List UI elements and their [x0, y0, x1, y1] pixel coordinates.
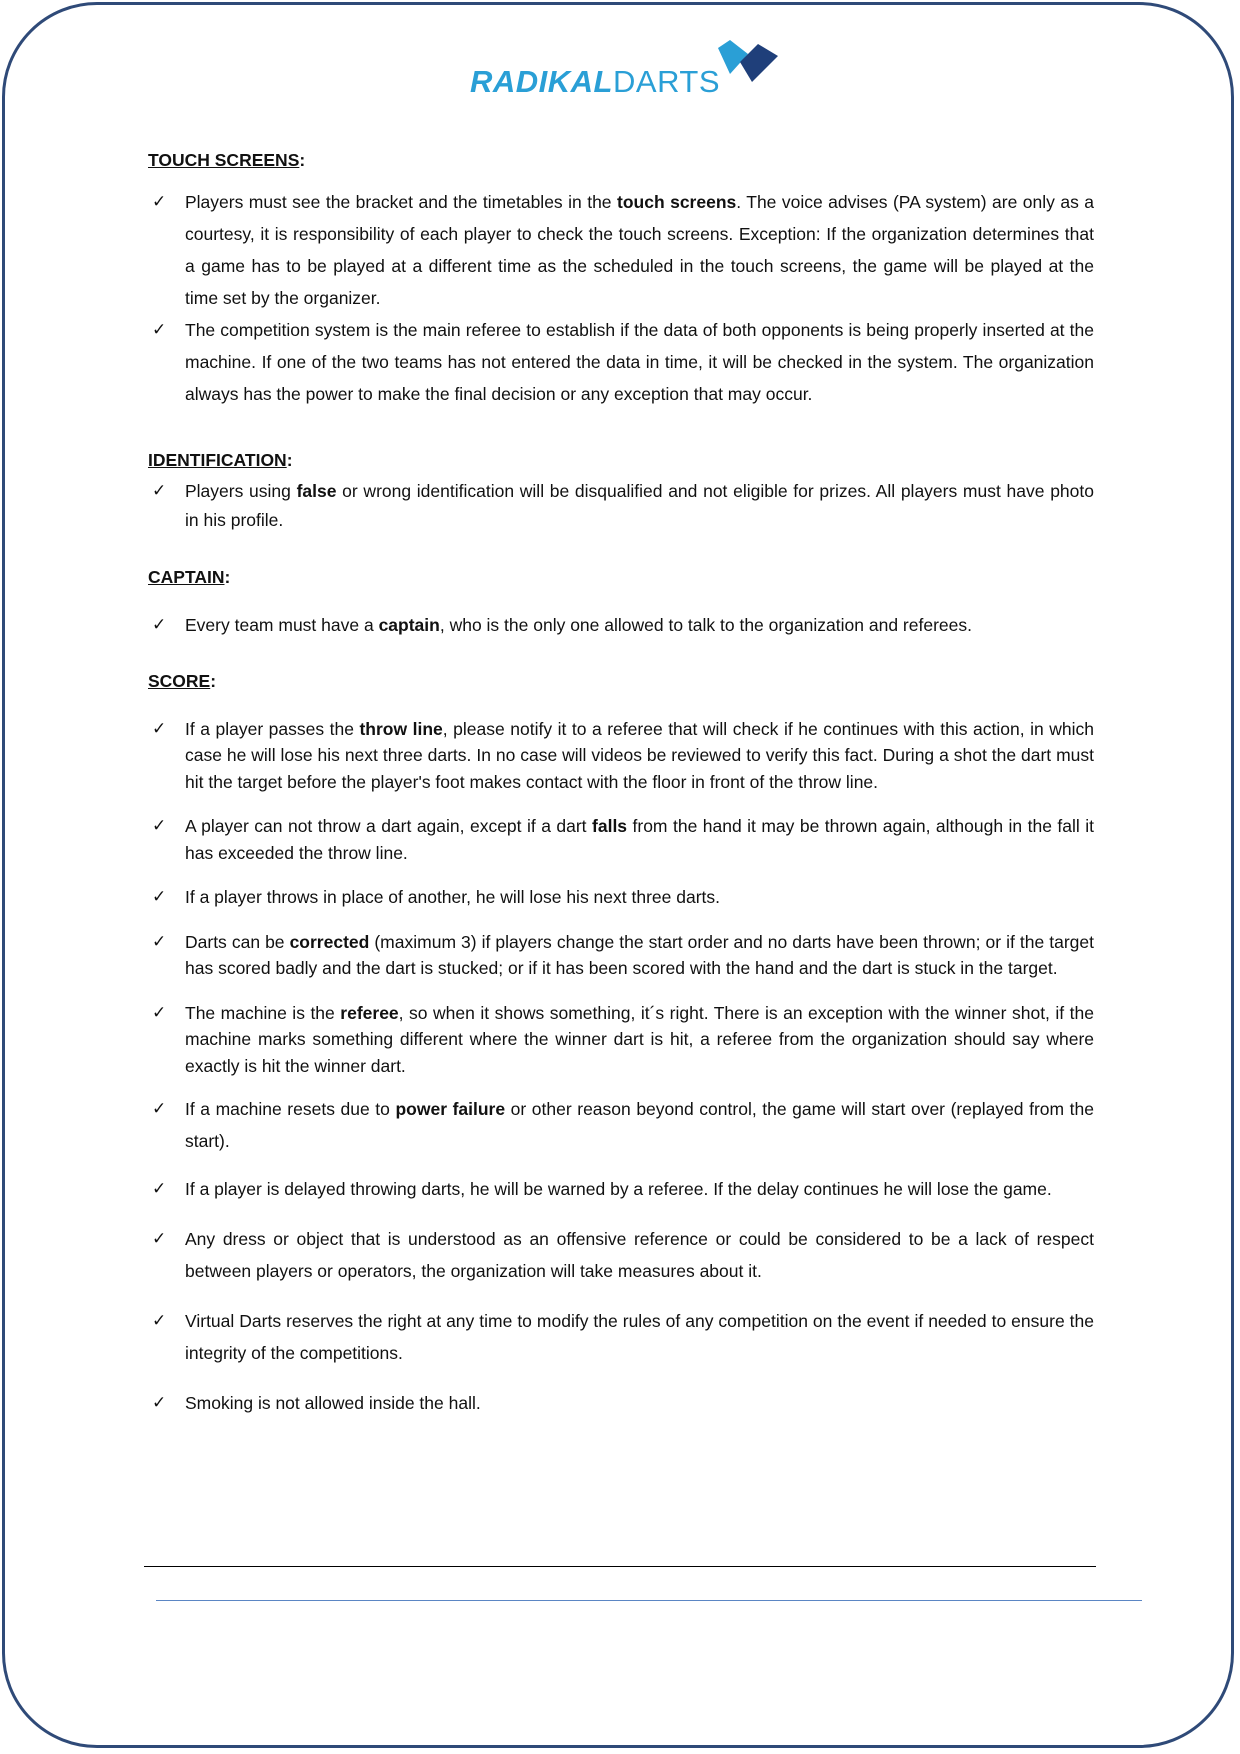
- checkmark-icon: ✓: [152, 1311, 167, 1331]
- logo-mark-icon: [700, 40, 790, 85]
- rule-item: ✓ A player can not throw a dart again, except if a dart falls from the hand it may be thrown again, although in the fall it has exceeded the throw line.: [148, 813, 1094, 866]
- checkmark-icon: ✓: [152, 1002, 167, 1023]
- checkmark-icon: ✓: [152, 192, 167, 212]
- rule-item: ✓ If a player passes the throw line, please notify it to a referee that will check if he continues with this action, in which case he will lose his next three darts. In no case will videos be reviewed to verify this fact. During a shot the dart must hit the target before the player's foot makes contact with the floor in front of the throw line.: [148, 716, 1094, 796]
- checkmark-icon: ✓: [152, 1179, 167, 1199]
- rule-item: ✓ The machine is the referee, so when it shows something, it´s right. There is an exception with the winner shot, if the machine marks something different where the winner dart is hit, a referee from the organization should say where exactly is hit the winner dart.: [148, 1000, 1094, 1080]
- rule-item: ✓ If a machine resets due to power failure or other reason beyond control, the game will start over (replayed from the start).: [148, 1093, 1094, 1157]
- checkmark-icon: ✓: [152, 887, 167, 907]
- checkmark-icon: ✓: [152, 1393, 167, 1413]
- rule-item: ✓ The competition system is the main referee to establish if the data of both opponents is being properly inserted at the machine. If one of the two teams has not entered the data in time, it will be checked in the system. The organization always has the power to make the final decision or any exception that may occur.: [148, 314, 1094, 410]
- checkmark-icon: ✓: [152, 615, 167, 635]
- rule-item: ✓ Any dress or object that is understood as an offensive reference or could be considered to be a lack of respect between players or operators, the organization will take measures about it.: [148, 1223, 1094, 1287]
- rule-item: ✓ Players must see the bracket and the timetables in the touch screens. The voice advises (PA system) are only as a courtesy, it is responsibility of each player to check the touch screens. Exception: If the organization determines that a game has to be played at a different time as the scheduled in the touch screens, the game will be played at the time set by the organizer.: [148, 186, 1094, 314]
- content-end-rule: [144, 1566, 1096, 1567]
- rule-item: ✓ Virtual Darts reserves the right at any time to modify the rules of any competition on the event if needed to ensure the integrity of the competitions.: [148, 1305, 1094, 1369]
- section-heading-captain: CAPTAIN:: [148, 567, 231, 587]
- footer-divider: [156, 1600, 1142, 1601]
- rule-item: ✓ Players using false or wrong identification will be disqualified and not eligible for prizes. All players must have photo in his profile.: [148, 477, 1094, 535]
- rules-content: [148, 150, 1094, 1419]
- section-heading-identification: IDENTIFICATION:: [148, 450, 293, 470]
- checkmark-icon: ✓: [152, 931, 167, 952]
- logo-wordmark: RADIKALDARTS: [470, 64, 721, 99]
- checkmark-icon: ✓: [152, 481, 167, 501]
- radikal-darts-logo: [470, 40, 790, 110]
- checkmark-icon: ✓: [152, 1229, 167, 1249]
- section-heading-touch-screens: TOUCH SCREENS:: [148, 150, 306, 170]
- rule-item: ✓ Smoking is not allowed inside the hall.: [148, 1387, 1094, 1419]
- checkmark-icon: ✓: [152, 1099, 167, 1119]
- checkmark-icon: ✓: [152, 816, 167, 836]
- checkmark-icon: ✓: [152, 718, 167, 739]
- rule-item: ✓ If a player is delayed throwing darts, he will be warned by a referee. If the delay continues he will lose the game.: [148, 1173, 1094, 1205]
- section-heading-score: SCORE:: [148, 670, 217, 691]
- rule-item: ✓ If a player throws in place of another, he will lose his next three darts.: [148, 884, 1094, 911]
- rule-item: ✓ Every team must have a captain, who is the only one allowed to talk to the organization and referees.: [148, 612, 1094, 639]
- rule-item: ✓ Darts can be corrected (maximum 3) if players change the start order and no darts have been thrown; or if the target has scored badly and the dart is stucked; or if it has been scored with the hand and the dart is stuck in the target.: [148, 929, 1094, 982]
- checkmark-icon: ✓: [152, 320, 167, 340]
